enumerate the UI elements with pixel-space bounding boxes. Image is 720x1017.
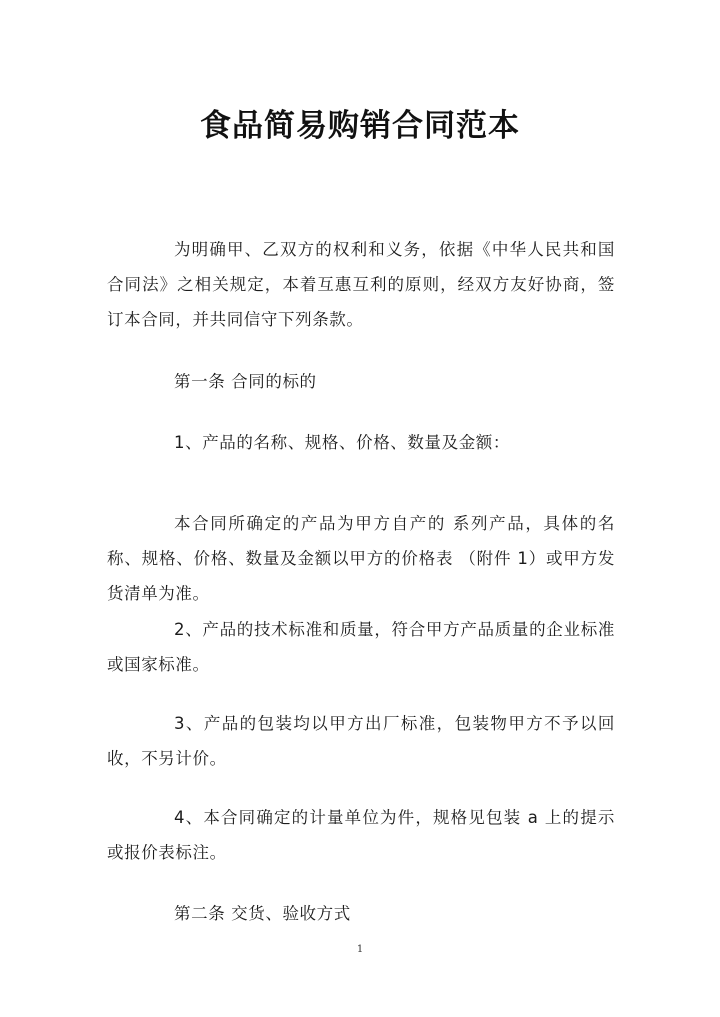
- article-1-heading: 第一条 合同的标的: [174, 372, 317, 391]
- item-1-heading: 1、产品的名称、规格、价格、数量及金额：: [174, 433, 510, 452]
- item-2-paragraph: 2、产品的技术标准和质量，符合甲方产品质量的企业标准或国家标准。: [107, 620, 615, 674]
- page-number: 1: [356, 944, 364, 955]
- item-4-paragraph: 4、本合同确定的计量单位为件，规格见包装 a 上的提示或报价表标注。: [107, 808, 615, 862]
- intro-paragraph: 为明确甲、乙双方的权利和义务，依据《中华人民共和国合同法》之相关规定，本着互惠互利的原则，经双方友好协商，签订本合同，并共同信守下列条款。: [107, 240, 615, 329]
- document-title: 食品简易购销合同范本: [200, 108, 520, 144]
- article-2-heading: 第二条 交货、验收方式: [174, 904, 351, 923]
- item-3-paragraph: 3、产品的包装均以甲方出厂标准，包装物甲方不予以回收，不另计价。: [107, 714, 615, 768]
- item-1-body: 本合同所确定的产品为甲方自产的 系列产品，具体的名称、规格、价格、数量及金额以甲方的价格表 （附件 1）或甲方发货清单为准。: [107, 514, 615, 603]
